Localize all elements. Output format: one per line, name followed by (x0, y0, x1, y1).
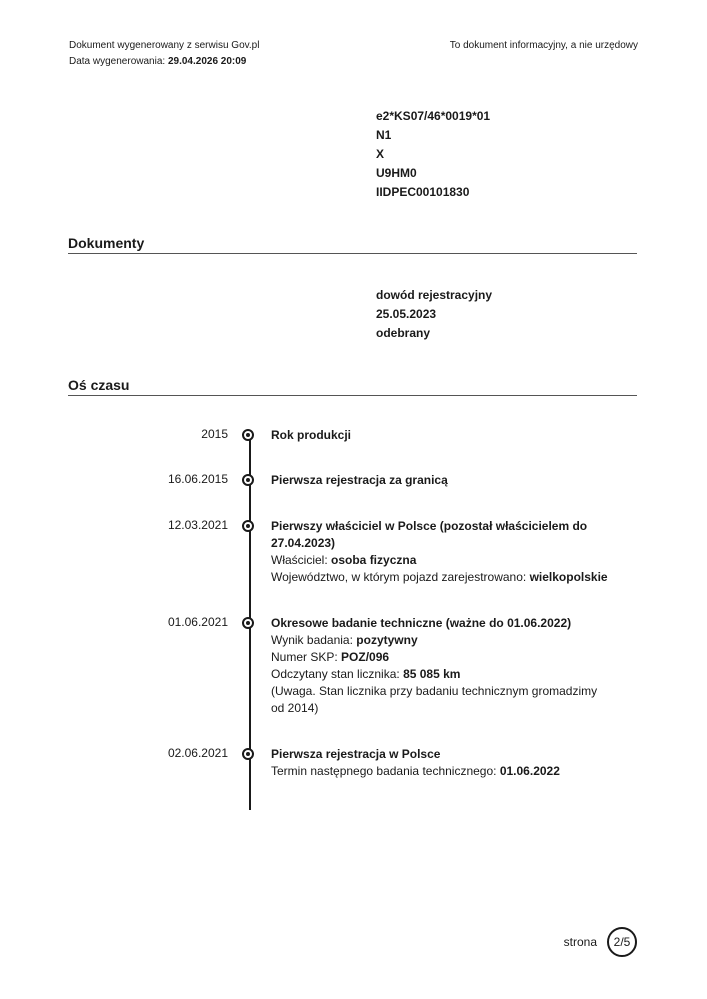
timeline-detail (271, 552, 611, 569)
detail-label: Odczytany stan licznika: (271, 667, 404, 681)
timeline-date: 02.06.2021 (167, 746, 228, 760)
detail-label: Województwo, w którym pojazd zarejestrowano: (271, 570, 530, 584)
timeline-dot-icon (242, 520, 254, 532)
timeline-detail (271, 666, 611, 683)
timeline-event-title: Okresowe badanie techniczne (ważne do 01.06.2022) (271, 616, 572, 630)
timeline-section-title: Oś czasu (68, 377, 637, 396)
document-value: 25.05.2023 (376, 307, 437, 321)
timeline-event (271, 615, 611, 717)
timeline-note: (Uwaga. Stan licznika przy badaniu technicznym gromadzimy od 2014) (271, 684, 598, 715)
timeline-dot-icon (242, 474, 254, 486)
detail-label: Termin następnego badania technicznego: (271, 764, 500, 778)
timeline-event (271, 427, 611, 444)
generated-date-label: Data wygenerowania: (69, 56, 168, 67)
document-value: odebrany (376, 326, 431, 340)
timeline-dot-icon (242, 429, 254, 441)
detail-label: Numer SKP: (271, 650, 342, 664)
timeline-detail (271, 649, 611, 666)
detail-label: Właściciel: (271, 553, 332, 567)
timeline-dot-icon (242, 748, 254, 760)
page-footer (564, 927, 637, 957)
detail-value: wielkopolskie (529, 570, 608, 584)
documents-block (0, 286, 707, 346)
timeline-event (271, 518, 611, 586)
document-value: dowód rejestracyjny (376, 288, 493, 302)
timeline-date: 01.06.2021 (167, 615, 228, 629)
generated-date-line (69, 54, 259, 70)
informational-notice: To dokument informacyjny, a nie urzędowy (449, 40, 638, 51)
homologation-value: e2*KS07/46*0019*01 (376, 109, 491, 123)
timeline-event (271, 746, 611, 780)
timeline-event-title: Pierwszy właściciel w Polsce (pozostał właścicielem do 27.04.2023) (271, 519, 588, 550)
detail-value: osoba fizyczna (331, 553, 417, 567)
page-number-badge: 2/5 (607, 927, 637, 957)
page-label: strona (563, 935, 597, 949)
detail-value: pozytywny (356, 633, 418, 647)
detail-value: POZ/096 (341, 650, 390, 664)
timeline-detail (271, 763, 611, 780)
generated-date-value: 29.04.2026 20:09 (167, 56, 247, 67)
timeline-event-title: Pierwsza rejestracja w Polsce (271, 747, 441, 761)
timeline-event-title: Rok produkcji (271, 428, 352, 442)
timeline-date: 12.03.2021 (167, 518, 228, 532)
timeline-detail (271, 569, 611, 586)
homologation-block (0, 107, 707, 207)
timeline-detail (271, 632, 611, 649)
generated-source: Dokument wygenerowany z serwisu Gov.pl (69, 40, 260, 51)
timeline-event-title: Pierwsza rejestracja za granicą (271, 473, 448, 487)
timeline-date: 16.06.2015 (167, 472, 228, 486)
homologation-value: U9HM0 (376, 166, 417, 180)
detail-label: Wynik badania: (271, 633, 357, 647)
generated-info (69, 38, 259, 70)
documents-section-title: Dokumenty (68, 235, 637, 254)
timeline-event (271, 472, 611, 489)
homologation-value: N1 (376, 128, 392, 142)
timeline-dot-icon (242, 617, 254, 629)
detail-value: 85 085 km (403, 667, 461, 681)
detail-value: 01.06.2022 (499, 764, 560, 778)
homologation-value: IIDPEC00101830 (376, 185, 470, 199)
timeline-date: 2015 (201, 427, 228, 441)
homologation-value: X (376, 147, 385, 161)
